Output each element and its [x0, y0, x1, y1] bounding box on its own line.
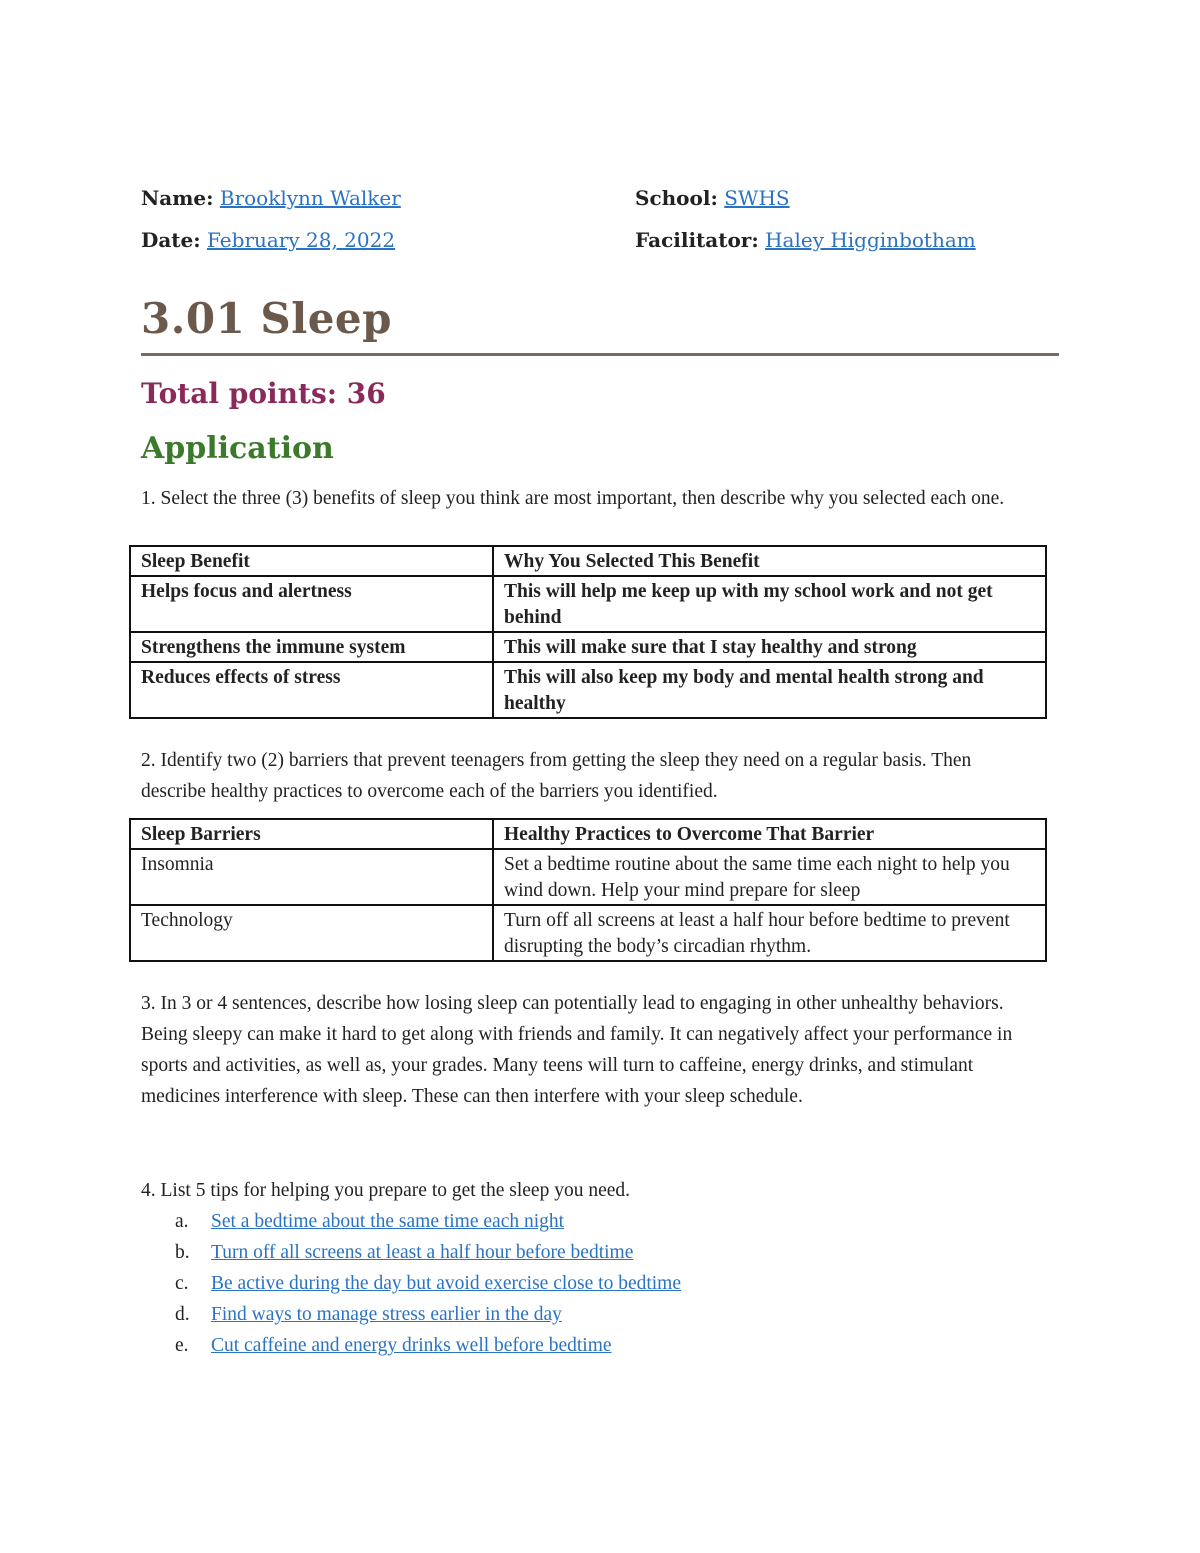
- total-points: Total points: 36: [141, 377, 386, 410]
- table-row: [130, 905, 1046, 961]
- tip-text[interactable]: Set a bedtime about the same time each night: [211, 1211, 565, 1232]
- name-label: Name:: [141, 186, 214, 210]
- school-label: School:: [635, 186, 718, 210]
- q2-prompt: 2. Identify two (2) barriers that prevent teenagers from getting the sleep they need on a regular basis. Then describe healthy practices to overcome each of the barriers you identified.: [141, 750, 972, 802]
- facilitator-value[interactable]: Haley Higginbotham: [765, 228, 976, 252]
- table-header-cell: Sleep Barriers: [130, 819, 493, 849]
- table-row: [130, 576, 1046, 632]
- school-field: [635, 186, 790, 210]
- table-cell[interactable]: Strengthens the immune system: [130, 632, 493, 662]
- table-cell[interactable]: Helps focus and alertness: [130, 576, 493, 632]
- tip-letter: c.: [175, 1273, 189, 1294]
- table-cell[interactable]: Insomnia: [130, 849, 493, 905]
- q4-prompt: 4. List 5 tips for helping you prepare to get the sleep you need.: [141, 1180, 631, 1201]
- table-header-cell: Healthy Practices to Overcome That Barrier: [493, 819, 1046, 849]
- name-value[interactable]: Brooklynn Walker: [219, 186, 401, 210]
- facilitator-label: Facilitator:: [635, 228, 759, 252]
- table-header-cell: Why You Selected This Benefit: [493, 546, 1046, 576]
- tip-text[interactable]: Cut caffeine and energy drinks well before bedtime: [211, 1335, 612, 1356]
- table-row: [130, 662, 1046, 718]
- table-cell[interactable]: This will make sure that I stay healthy and strong: [493, 632, 1046, 662]
- tip-letter: e.: [175, 1335, 189, 1356]
- date-value[interactable]: February 28, 2022: [207, 228, 396, 252]
- table-row: [130, 632, 1046, 662]
- table-header-row: [130, 546, 1046, 576]
- q1-prompt: 1. Select the three (3) benefits of sleep you think are most important, then describe why you selected each one.: [141, 488, 1005, 509]
- table-header-cell: Sleep Benefit: [130, 546, 493, 576]
- table-row: [130, 849, 1046, 905]
- tip-letter: a.: [175, 1211, 189, 1232]
- tip-text[interactable]: Turn off all screens at least a half hour before bedtime: [211, 1242, 634, 1263]
- table-cell[interactable]: This will help me keep up with my school work and not get behind: [493, 576, 1046, 632]
- facilitator-field: [635, 228, 976, 252]
- table-cell[interactable]: This will also keep my body and mental health strong and healthy: [493, 662, 1046, 718]
- date-label: Date:: [141, 228, 201, 252]
- school-value[interactable]: SWHS: [724, 186, 790, 210]
- table-cell[interactable]: Reduces effects of stress: [130, 662, 493, 718]
- tip-letter: b.: [175, 1242, 190, 1263]
- benefits-table: [129, 545, 1047, 719]
- date-field: [141, 228, 395, 252]
- table-cell[interactable]: Technology: [130, 905, 493, 961]
- tip-text[interactable]: Be active during the day but avoid exercise close to bedtime: [211, 1273, 682, 1294]
- tip-text[interactable]: Find ways to manage stress earlier in the day: [211, 1304, 562, 1325]
- page-title: 3.01 Sleep: [141, 294, 393, 343]
- table-cell[interactable]: Turn off all screens at least a half hour before bedtime to prevent disrupting the body’s circadian rhythm.: [493, 905, 1046, 961]
- tip-letter: d.: [175, 1304, 190, 1325]
- section-title: Application: [141, 431, 334, 466]
- barriers-table: [129, 818, 1047, 962]
- title-divider: [141, 353, 1059, 356]
- table-cell[interactable]: Set a bedtime routine about the same time each night to help you wind down. Help your mind prepare for sleep: [493, 849, 1046, 905]
- table-header-row: [130, 819, 1046, 849]
- name-field: [141, 186, 401, 210]
- q3-answer: 3. In 3 or 4 sentences, describe how losing sleep can potentially lead to engaging in other unhealthy behaviors. Being sleepy can make it hard to get along with friends and family. It can negatively affect your performance in sports and activities, as well as, your grades. Many teens will turn to caffeine, energy drinks, and stimulant medicines interference with sleep. These can then interfere with your sleep schedule.: [141, 993, 1013, 1107]
